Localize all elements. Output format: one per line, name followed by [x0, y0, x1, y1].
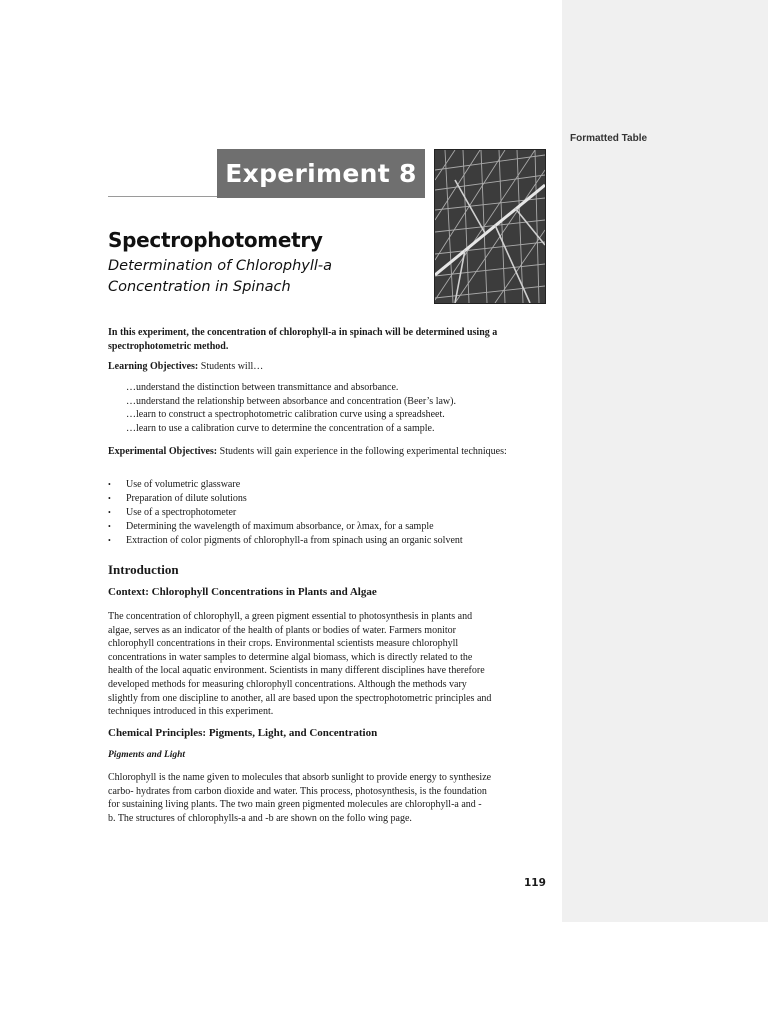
page-number: 119: [524, 877, 546, 889]
list-item: • Use of volumetric glassware: [108, 479, 241, 490]
list-item: • Determining the wavelength of maximum absorbance, or λmax, for a sample: [108, 520, 434, 532]
experimental-objectives-label: Experimental Objectives:: [108, 446, 218, 457]
header-rule: [108, 196, 218, 197]
learning-list: [126, 381, 456, 436]
pigments-heading: Pigments and Light: [108, 750, 186, 760]
subtitle-line-2: Concentration in Spinach: [108, 279, 291, 295]
bullet-icon: •: [108, 535, 111, 545]
experimental-objectives-lead: Students will gain experience in the following experimental techniques:: [219, 446, 507, 457]
list-item: …learn to use a calibration curve to determine the concentration of a sample.: [126, 423, 435, 435]
page-title: Spectrophotometry: [108, 228, 323, 252]
learning-objectives-label: Learning Objectives:: [108, 361, 199, 372]
subtitle: [108, 256, 332, 298]
learning-objectives-lead: Students will…: [200, 361, 264, 372]
bullet-icon: •: [108, 493, 111, 503]
list-item: …learn to construct a spectrophotometric calibration curve using a spreadsheet.: [126, 409, 445, 421]
introduction-heading: Introduction: [108, 562, 179, 577]
list-item: • Extraction of color pigments of chlorophyll-a from spinach using an organic solvent: [108, 534, 463, 546]
bullet-icon: •: [108, 521, 111, 531]
context-paragraph: The concentration of chlorophyll, a green pigment essential to photosynthesis in plants and algae, serves as an indicator of the health of plants or bodies of water. Farmers monitor chlorophyll concentrations in their crops. Environmental scientists measure chlorophyll concentrations in water samples to determine algal biomass, which is directly related to the health of the local aquatic environment. Scientists in many different disciplines have therefore developed methods for measuring chlorophyll concentrations. Although the methods vary slightly from one discipline to another, all are based upon the spectrophotometric principles and techniques introduced in this experiment.: [108, 611, 492, 718]
technique-list: [108, 478, 463, 548]
context-heading: Context: Chlorophyll Concentrations in Plants and Algae: [108, 586, 377, 598]
bullet-icon: •: [108, 480, 111, 489]
learning-objectives: [108, 360, 551, 374]
principles-heading: Chemical Principles: Pigments, Light, and Concentration: [108, 727, 378, 739]
subtitle-line-1: Determination of Chlorophyll-a: [108, 258, 333, 274]
bullet-icon: •: [108, 507, 111, 517]
leaf-image: [434, 149, 546, 304]
pigments-paragraph: Chlorophyll is the name given to molecules that absorb sunlight to provide energy to synthesize carbo- hydrates from carbon dioxide and water. This process, photosynthesis, is the foundation for sustaining living plants. The two main green pigmented molecules are chlorophyll-a and - b. The structures of chlorophylls-a and -b are shown on the follo wing page.: [108, 772, 492, 824]
list-item: …understand the relationship between absorbance and concentration (Beer’s law).: [126, 395, 456, 407]
experimental-objectives: [108, 445, 551, 459]
experiment-banner: Experiment 8: [217, 149, 425, 198]
intro-statement: In this experiment, the concentration of chlorophyll-a in spinach will be determined using a spectrophotometric method.: [108, 327, 498, 352]
list-item: …understand the distinction between transmittance and absorbance.: [126, 382, 399, 393]
formatted-table-label: Formatted Table: [570, 133, 648, 144]
list-item: • Preparation of dilute solutions: [108, 492, 247, 504]
list-item: • Use of a spectrophotometer: [108, 506, 237, 518]
